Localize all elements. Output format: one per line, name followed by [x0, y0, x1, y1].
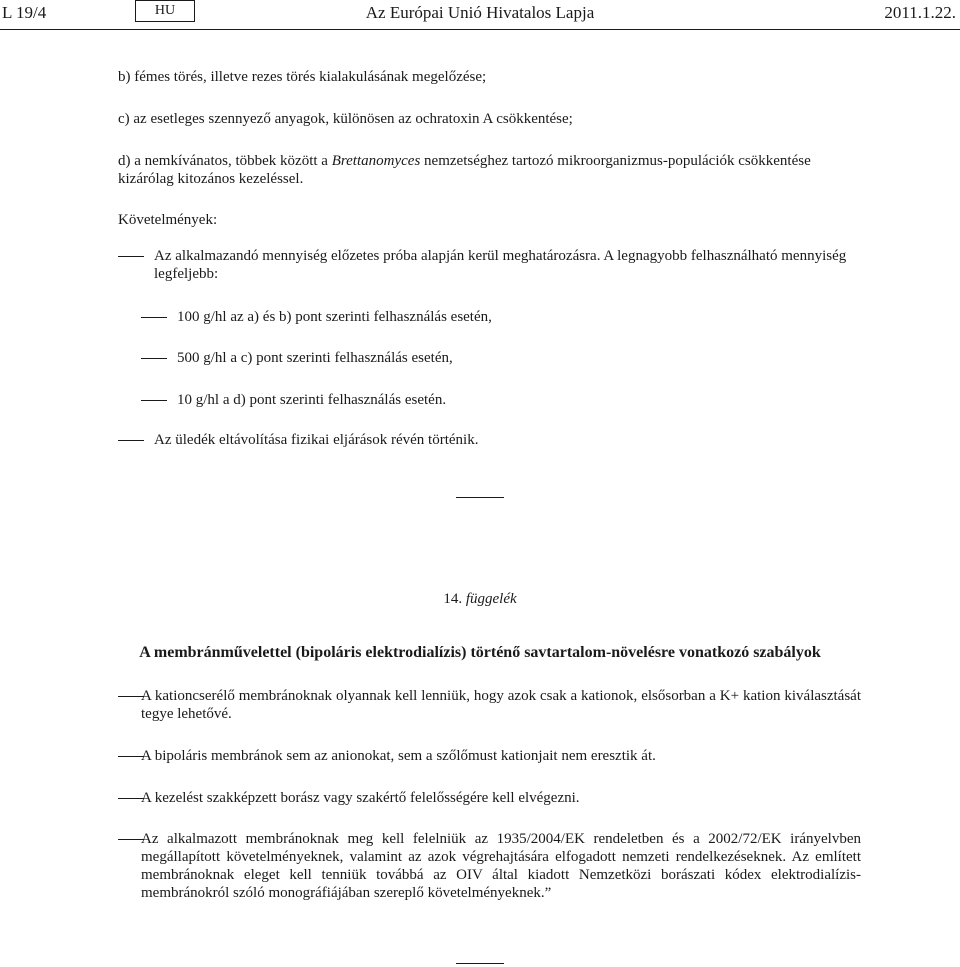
annex-heading: A membránművelettel (bipoláris elektrodialízis) történő savtartalom-növelésre vonatkozó szabályok [139, 644, 821, 661]
annex-item-3: A kezelést szakképzett borász vagy szakértő felelősségére kell elvégezni. [141, 790, 580, 806]
requirement-sub-1: 100 g/hl az a) és b) pont szerinti felhasználás esetén, [177, 309, 492, 325]
dash-sub1 [141, 317, 167, 318]
paragraph-d-text-1: d) a nemkívánatos, többek között a [118, 153, 332, 169]
requirement-sub-3: 10 g/hl a d) pont szerinti felhasználás esetén. [177, 392, 447, 408]
language-code-box: HU [135, 0, 195, 22]
annex-item-2: A bipoláris membránok sem az anionokat, sem a szőlőmust kationjait nem eresztik át. [141, 748, 656, 764]
page-number: L 19/4 [2, 3, 47, 22]
paragraph-d-genus: Brettanomyces [331, 153, 421, 169]
requirements-label: Követelmények: [118, 212, 218, 228]
annex-number: 14. [443, 591, 463, 607]
issue-date: 2011.1.22. [884, 3, 956, 22]
page-header [0, 0, 960, 30]
requirement-1-text: Az alkalmazandó mennyiség előzetes próba alapján kerül meghatározásra. A legnagyobb felhasználható mennyiség legfeljebb: [154, 248, 847, 282]
annex-title [0, 591, 960, 608]
paragraph-b: b) fémes törés, illetve rezes törés kialakulásának megelőzése; [118, 69, 487, 85]
annex-label: függelék [465, 591, 517, 607]
paragraph-c: c) az esetleges szennyező anyagok, különösen az ochratoxin A csökkentése; [118, 111, 573, 127]
paragraph-d [118, 152, 860, 188]
paragraph-d-text-2: nemzetséghez tartozó mikroorganizmus-populációk csökkentése kizárólag kitozános kezeléssel. [118, 153, 811, 187]
annex-item-1: A kationcserélő membránoknak olyannak kell lenniük, hogy azok csak a kationok, elsősorban a K+ kation kiválasztását tegye lehetővé. [141, 688, 861, 722]
header-rule [0, 29, 960, 30]
annex-item-4: Az alkalmazott membránoknak meg kell felelniük az 1935/2004/EK rendeletben és a 2002/72/EK irányelvben megállapított követelményeknek, valamint az azok végrehajtására elfogadott nemzeti rendelkezéseknek. Az említett membránoknak eleget kell tenniük továbbá az OIV által kiadott Nemzetközi borászati kódex elektrodialízis-membránokról szóló monográfiájában szereplő követelményeknek.” [141, 831, 861, 901]
dash-req1 [118, 256, 144, 257]
bottom-separator [456, 963, 504, 964]
dash-req2 [118, 440, 144, 441]
section-separator [456, 497, 504, 498]
requirement-1 [154, 247, 860, 283]
journal-title: Az Európai Unió Hivatalos Lapja [365, 3, 595, 22]
dash-sub2 [141, 358, 167, 359]
requirement-2: Az üledék eltávolítása fizikai eljárások révén történik. [154, 432, 479, 448]
dash-sub3 [141, 400, 167, 401]
requirement-sub-2: 500 g/hl a c) pont szerinti felhasználás esetén, [177, 350, 453, 366]
